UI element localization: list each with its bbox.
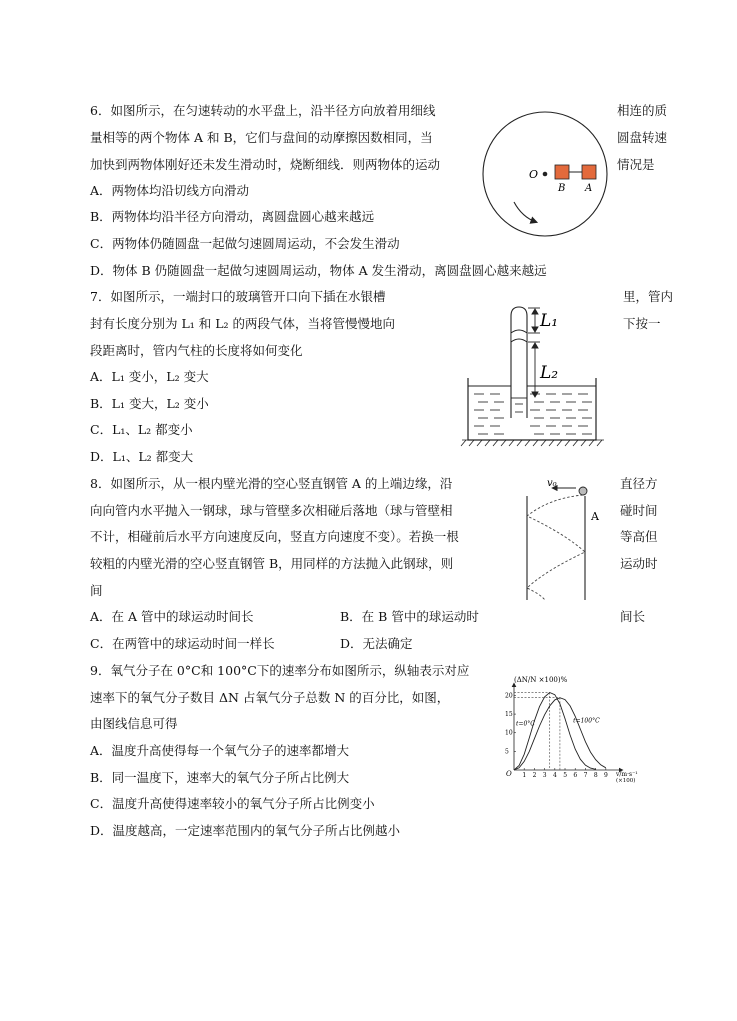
q6-line-2: 量相等的两个物体 A 和 B，它们与盘间的动摩擦因数相同，当 bbox=[90, 130, 433, 145]
q8-line-1-cont: 直径方 bbox=[620, 476, 658, 491]
chart-x-tick-label: 2 bbox=[532, 772, 537, 779]
block-b bbox=[555, 165, 569, 179]
q8-line-3: 不计，相碰前后水平方向速度反向，竖直方向速度不变）。若换一根 bbox=[90, 529, 459, 544]
q6-option-b[interactable]: B．两物体均沿半径方向滑动，离圆盘圆心越来越远 bbox=[90, 209, 375, 224]
q7-line-1-cont: 里，管内 bbox=[623, 289, 674, 304]
chart-x-tick-label: 3 bbox=[542, 772, 547, 779]
chart-x-tick-label: 9 bbox=[604, 772, 608, 779]
ground-hatching bbox=[461, 440, 604, 446]
q8-steel-tube-figure bbox=[510, 476, 610, 604]
q6-line-3-cont: 情况是 bbox=[617, 157, 655, 172]
q7-option-b[interactable]: B．L₁ 变大，L₂ 变小 bbox=[90, 396, 209, 411]
q8-line-4-cont: 运动时 bbox=[620, 556, 658, 571]
q6-rotating-disk-figure bbox=[478, 98, 614, 246]
chart-ylabel: (ΔN/N ×100)% bbox=[514, 676, 568, 684]
q7-option-c[interactable]: C．L₁、L₂ 都变小 bbox=[90, 422, 193, 437]
q8-option-a[interactable]: A．在 A 管中的球运动时间长 bbox=[90, 609, 254, 624]
q9-option-b[interactable]: B．同一温度下，速率大的氧气分子所占比例大 bbox=[90, 770, 350, 785]
chart-y-tick-label: 15 bbox=[505, 711, 513, 719]
q7-line-3: 段距离时，管内气柱的长度将如何变化 bbox=[90, 343, 303, 358]
chart-y-tick-label: 5 bbox=[505, 748, 509, 756]
mercury-trough bbox=[468, 378, 596, 440]
q7-option-a[interactable]: A．L₁ 变小，L₂ 变大 bbox=[90, 369, 209, 384]
q8-line-5: 间 bbox=[90, 583, 103, 598]
q6-line-1-cont: 相连的质 bbox=[617, 103, 668, 118]
q6-line-2-cont: 圆盘转速 bbox=[617, 130, 668, 145]
q7-line-2: 封有长度分别为 L₁ 和 L₂ 的两段气体，当将管慢慢地向 bbox=[90, 316, 396, 331]
q8-line-2-cont: 碰时间 bbox=[620, 503, 658, 518]
q8-line-3-cont: 等高但 bbox=[620, 529, 658, 544]
q8-line-4: 较粗的内壁光滑的空心竖直钢管 B，用同样的方法抛入此钢球，则 bbox=[90, 556, 454, 571]
chart-origin-label: O bbox=[506, 770, 512, 778]
chart-x-tick-label: 4 bbox=[553, 772, 557, 779]
q7-mercury-tube-figure bbox=[458, 300, 608, 452]
q6-option-a[interactable]: A．两物体均沿切线方向滑动 bbox=[90, 183, 250, 198]
chart-x-tick-label: 8 bbox=[593, 772, 598, 779]
q8-option-d[interactable]: D．无法确定 bbox=[340, 636, 413, 651]
length-markers bbox=[528, 308, 540, 397]
tube-label: A bbox=[591, 510, 599, 523]
q6-option-c[interactable]: C．两物体仍随圆盘一起做匀速圆周运动，不会发生滑动 bbox=[90, 236, 400, 251]
q9-option-c[interactable]: C．温度升高使得速率较小的氧气分子所占比例变小 bbox=[90, 796, 375, 811]
rotation-arrow bbox=[514, 202, 536, 222]
q6-option-d[interactable]: D．物体 B 仍随圆盘一起做匀速圆周运动，物体 A 发生滑动，离圆盘圆心越来越远 bbox=[90, 263, 547, 278]
label-l1: L₁ bbox=[540, 311, 559, 331]
chart-x-unit: (×100) bbox=[616, 778, 636, 784]
chart-x-tick-label: 5 bbox=[563, 772, 568, 779]
center-label: O bbox=[529, 168, 539, 181]
block-b-label: B bbox=[558, 183, 566, 194]
q9-line-2: 速率下的氧气分子数目 ΔN 占氧气分子总数 N 的百分比，如图， bbox=[90, 690, 450, 705]
label-l2: L₂ bbox=[540, 363, 559, 383]
chart-y-tick-label: 20 bbox=[505, 692, 513, 700]
q6-line-3: 加快到两物体刚好还未发生滑动时，烧断细线．则两物体的运动 bbox=[90, 157, 441, 172]
glass-tube bbox=[511, 307, 527, 418]
chart-legend-100c: t=100°C bbox=[573, 717, 600, 725]
chart-legend-0c: t=0°C bbox=[516, 720, 535, 728]
q8-option-c[interactable]: C．在两管中的球运动时间一样长 bbox=[90, 636, 275, 651]
disk-center-dot bbox=[543, 172, 548, 177]
chart-x-tick-label: 6 bbox=[573, 772, 578, 779]
q9-speed-distribution-chart bbox=[494, 672, 644, 784]
block-a bbox=[582, 165, 596, 179]
chart-xlabel: v/m·s⁻¹ bbox=[616, 771, 638, 778]
q9-line-1: 9．氧气分子在 0°C和 100°C下的速率分布如图所示，纵轴表示对应 bbox=[90, 663, 470, 678]
q9-line-3: 由图线信息可得 bbox=[90, 716, 178, 731]
steel-ball bbox=[579, 487, 587, 495]
v0-label: v₀ bbox=[547, 478, 557, 489]
q9-option-a[interactable]: A．温度升高使得每一个氧气分子的速率都增大 bbox=[90, 743, 350, 758]
q8-option-b-cont: 间长 bbox=[620, 609, 646, 624]
q7-line-2-cont: 下按一 bbox=[623, 316, 661, 331]
chart-x-tick-label: 1 bbox=[522, 772, 527, 779]
block-a-label: A bbox=[585, 183, 593, 194]
q7-line-1: 7．如图所示，一端封口的玻璃管开口向下插在水银槽 bbox=[90, 289, 386, 304]
chart-x-tick-label: 7 bbox=[583, 772, 588, 779]
q7-option-d[interactable]: D．L₁、L₂ 都变大 bbox=[90, 449, 194, 464]
q8-line-2: 向向管内水平抛入一钢球，球与管壁多次相碰后落地（球与管壁相 bbox=[90, 503, 453, 518]
q8-option-b[interactable]: B．在 B 管中的球运动时 bbox=[340, 609, 479, 624]
mercury-dashes bbox=[474, 394, 592, 434]
q9-option-d[interactable]: D．温度越高，一定速率范围内的氧气分子所占比例越小 bbox=[90, 823, 401, 838]
q6-line-1: 6．如图所示，在匀速转动的水平盘上，沿半径方向放着用细线 bbox=[90, 103, 436, 118]
q8-line-1: 8．如图所示，从一根内壁光滑的空心竖直钢管 A 的上端边缘，沿 bbox=[90, 476, 453, 491]
chart-y-tick-label: 10 bbox=[505, 729, 513, 737]
ball-trajectory bbox=[527, 495, 585, 600]
